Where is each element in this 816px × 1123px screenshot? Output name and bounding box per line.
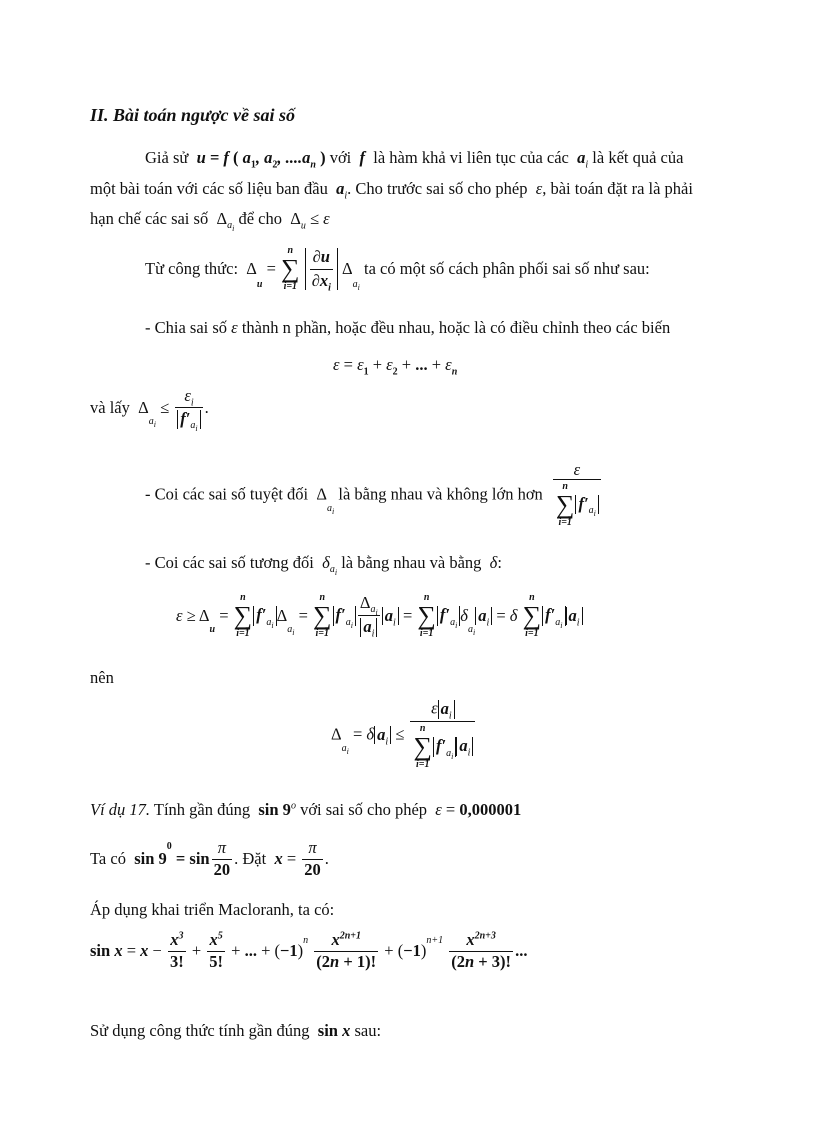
error-formula-line: Từ công thức: $\Delta_u$ = n ∑ i=1 $\frac{\partial u}{\partial x_i}$ $\Delta_{a_i}$ ta có một số cách phân phối sai số như sau:	[145, 245, 650, 293]
section-heading: II. Bài toán ngược về sai số	[90, 105, 295, 125]
intro-line-2: một bài toán với các số liệu ban đầu $a_i$. Cho trước sai số cho phép ε, bài toán đặt ra là phải	[90, 179, 693, 202]
method-1-text: - Chia sai số ε thành n phần, hoặc đều nhau, hoặc là có điều chỉnh theo các biến	[145, 318, 671, 337]
summation-symbol: n ∑ i=1	[281, 245, 300, 292]
maclaurin-series: sin x = x − $\frac{x^3}{3!}$ + $\frac{x^5}{5!}$ + ... + $(-1)^n$ $\frac{x^{2n+1}}{(2n + 1)!}$ + $(-1)^{n+1}$ $\frac{x^{2n+3}}{(2n + 3)!}$ ...	[90, 930, 528, 971]
method-2-text: - Coi các sai số tuyệt đối $\Delta_{a_i}$ là bằng nhau và không lớn hơn ε n ∑ i=1 $f'_{a_i}$	[145, 462, 603, 528]
epsilon-split-equation: $\varepsilon = \varepsilon_1 + \varepsilon_2$ + ... + $\varepsilon_n$	[333, 355, 458, 378]
example-17: Ví dụ 17. Tính gần đúng sin 9$^o$ với sai số cho phép ε = 0,000001	[90, 800, 522, 819]
method-3-text: - Coi các sai số tương đối $\delta_{a_i}$ là bằng nhau và bằng δ:	[145, 553, 502, 578]
delta-bound-equation: $\Delta_{a_i} = \delta$ $a_i$ ≤ ε $a_i$ n ∑ i=1 $f'_{a_i}a_i$	[331, 700, 477, 770]
intro-line-1: Giả sử u = f ( $a_1$, $a_2$, $....a_n$ ) với f là hàm khả vi liên tục của các $a_i$ là kết quả của	[145, 148, 684, 171]
method-1-take: và lấy $\Delta_{a_i}$ ≤ $\frac{\varepsilon_i}{f'_{a_i}}$ .	[90, 386, 209, 433]
intro-line-3: hạn chế các sai số $\Delta_{a_i}$ để cho $\Delta_u \le \varepsilon$	[90, 209, 330, 234]
taco-line: Ta có $\sin 9^0 = \sin$ $\frac{\pi}{20}$ . Đặt x = $\frac{\pi}{20}$ .	[90, 838, 329, 879]
maclaurin-text: Áp dụng khai triển Macloranh, ta có:	[90, 900, 335, 919]
final-line: Sử dụng công thức tính gần đúng sin x sau:	[90, 1021, 382, 1040]
nen-word: nên	[90, 668, 114, 687]
function-definition: u = f	[192, 148, 229, 167]
relative-error-chain: $\varepsilon \ge \Delta_u$ = n ∑ i=1 $f'_{a_i}\Delta_{a_i}$ = n ∑ i=1 $f'_{a_i}$ $\frac{\Delta_{a_i}}{a_i}$ $a_i$ = n ∑ i=1 $f'_{a_i}\delta_{a_i}a_i = \delta$ n ∑ i=1 $f'_{a_i}a_i$	[176, 593, 583, 639]
